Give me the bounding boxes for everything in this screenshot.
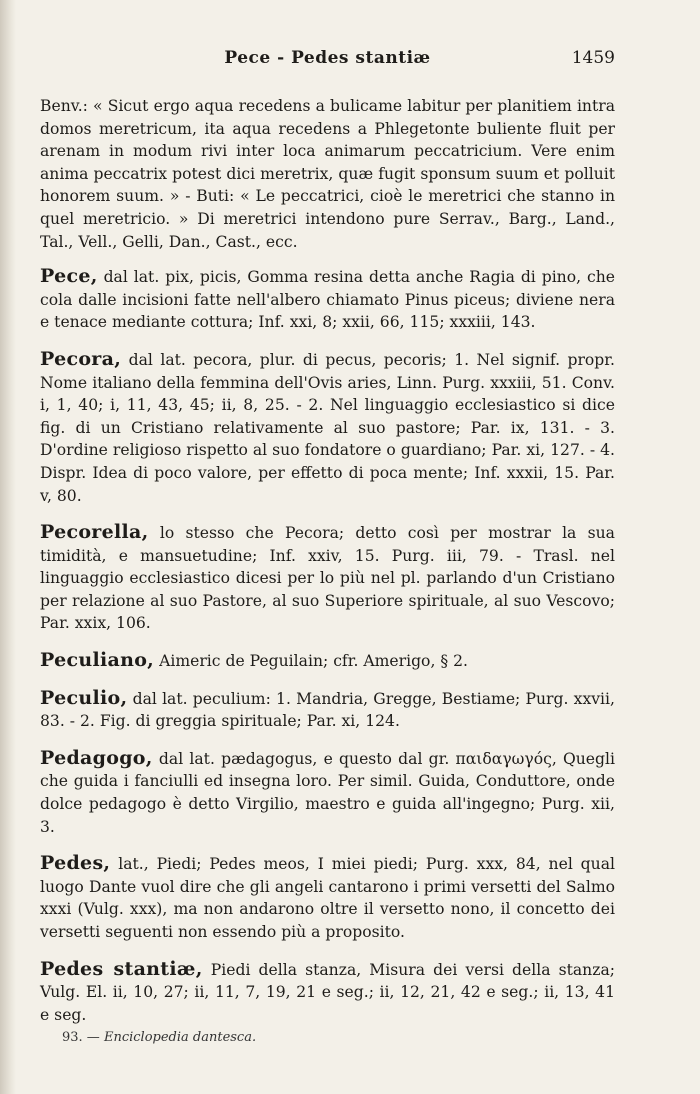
entry-text: lat., Piedi; Pedes meos, I miei piedi; Purg. xxx, 84, nel qual luogo Dante vuol dire che gli angeli cantarono i primi versetti del Salmo xxxi (Vulg. xxx), ma non andarono oltre il versetto nono, il concetto dei versetti seguenti non essendo più a proposito. [40, 855, 615, 941]
headword: Peculio, [40, 686, 128, 709]
entry-text: dal lat. peculium: 1. Mandria, Gregge, Bestiame; Purg. xxvii, 83. - 2. Fig. di greggia spirituale; Par. xi, 124. [40, 689, 615, 731]
headword: Pecora, [40, 347, 122, 370]
page-number: 1459 [571, 48, 615, 68]
entry-pedes [40, 852, 615, 943]
headword: Pece, [40, 265, 98, 288]
entry-text: lo stesso che Pecora; detto così per mostrar la sua timidità, e mansuetudine; Inf. xxiv, 15. Purg. iii, 79. - Trasl. nel linguaggio ecclesiastico dicesi per lo più nel pl. parlando d'un Cristiano per relazione al suo Pastore, al suo Superiore spirituale, al suo Vescovo; Par. xxix, 106. [40, 524, 615, 633]
entry-pedes-stantiae [40, 958, 615, 1027]
entry-pecora [40, 348, 615, 507]
entry-text: dal lat. pædagogus, e questo dal gr. παιδαγωγός, Quegli che guida i fanciulli ed insegna loro. Per simil. Guida, Conduttore, onde dolce pedagogo è detto Virgilio, maestro e guida all'ingegno; Purg. xii, 3. [40, 749, 615, 836]
entry-text: Aimeric de Peguilain; cfr. Amerigo, § 2. [159, 652, 468, 671]
entry-pece [40, 265, 615, 334]
entry-peculiano [40, 649, 615, 673]
headword: Peculiano, [40, 649, 155, 672]
running-head: Pece - Pedes stantiæ [224, 48, 431, 68]
dictionary-body [40, 95, 615, 1040]
signature-mark: 93. — [62, 1030, 100, 1045]
headword: Pecorella, [40, 521, 149, 544]
page-footer [62, 1030, 256, 1045]
entry-text: Piedi della stanza, Misura dei versi della stanza; Vulg. El. ii, 10, 27; ii, 11, 7, 19, 21 e seg.; ii, 12, 21, 42 e seg.; ii, 13, 41 e seg. [40, 960, 615, 1024]
headword: Pedes, [40, 852, 111, 875]
entry-pedagogo [40, 747, 615, 838]
headword: Pedes stantiæ, [40, 957, 203, 980]
entry-pecorella [40, 521, 615, 635]
entry-text: dal lat. pecora, plur. di pecus, pecoris; 1. Nel signif. propr. Nome italiano della femmina dell'Ovis aries, Linn. Purg. xxxiii, 51. Conv. i, 1, 40; i, 11, 43, 45; ii, 8, 25. - 2. Nel linguaggio ecclesiastico si dice fig. di un Cristiano relativamente al suo pastore; Par. ix, 131. - 3. D'ordine religioso rispetto al suo fondatore o guardiano; Par. xi, 127. - 4. Dispr. Idea di poco valore, per effetto di poca mente; Inf. xxxii, 15. Par. v, 80. [40, 350, 615, 505]
book-spine-shadow [0, 0, 16, 1094]
book-title: Enciclopedia dantesca. [103, 1030, 257, 1045]
intro-paragraph: Benv.: « Sicut ergo aqua recedens a bulicame labitur per planitiem intra domos meretricum, ita aqua recedens a Phlegetonte buliente fluit per arenam in modum rivi inter loca animarum peccatricium. Vere enim anima peccatrix potest dici meretrix, quæ fugit sponsum suum et polluit honorem suum. » - Buti: « Le peccatrici, cioè le meretrici che stanno in quel meretricio. » Di meretrici intendono pure Serrav., Barg., Land., Tal., Vell., Gelli, Dan., Cast., ecc. [40, 97, 615, 251]
headword: Pedagogo, [40, 746, 153, 769]
entry-text: dal lat. pix, picis, Gomma resina detta anche Ragia di pino, che cola dalle incisioni fatte nell'albero chiamato Pinus piceus; diviene nera e tenace mediante cottura; Inf. xxi, 8; xxii, 66, 115; xxxiii, 143. [40, 268, 615, 332]
entry-peculio [40, 687, 615, 733]
page-header [40, 48, 615, 72]
